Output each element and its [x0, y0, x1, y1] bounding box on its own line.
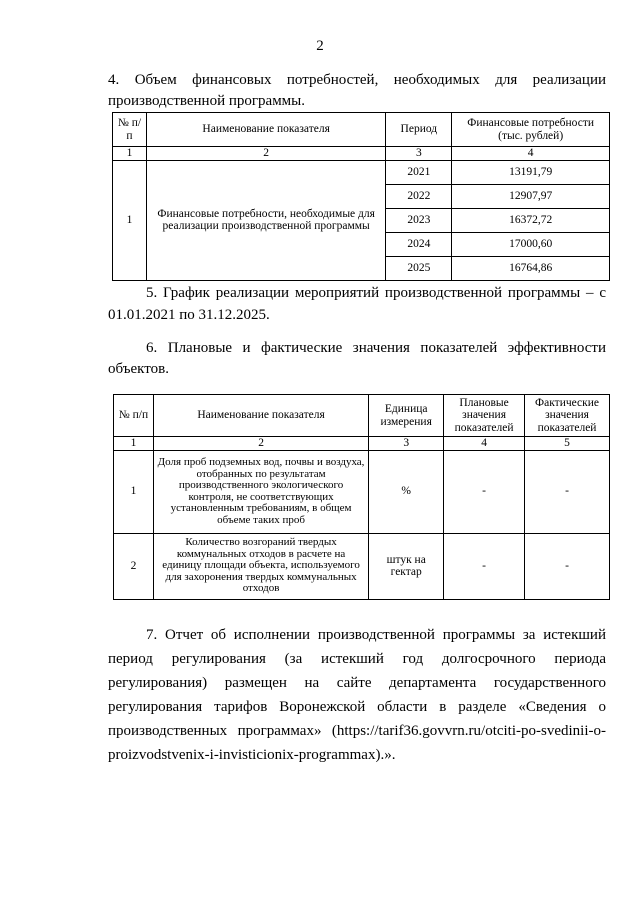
period-cell: 2023: [386, 208, 452, 232]
value-cell: 17000,60: [452, 232, 610, 256]
section-7-line-4: регулирования тарифов Воронежской области в разделе «Сведения о: [108, 699, 606, 715]
financial-needs-table: [112, 112, 610, 281]
section-7-line-5: производственных программах» (https://tarif36.govvrn.ru/otciti-po-svedinii-o-: [108, 723, 606, 739]
header-unit: Единица измерения: [369, 395, 444, 437]
planned-cell: -: [444, 450, 525, 533]
actual-cell: -: [525, 450, 610, 533]
header-num: № п/п: [114, 395, 154, 437]
section-7-url-end: proizvodstvenix-i-invisticionix-programmax).».: [108, 747, 396, 763]
section-7-line-1: 7. Отчет об исполнении производственной программы за истекший: [146, 627, 606, 643]
column-number-row: [114, 437, 610, 451]
col-number: 1: [113, 147, 147, 161]
table-row: [114, 450, 610, 533]
period-cell: 2025: [386, 256, 452, 280]
header-actual: Фактические значения показателей: [525, 395, 610, 437]
planned-cell: -: [444, 533, 525, 599]
unit-cell: %: [369, 450, 444, 533]
period-cell: 2021: [386, 160, 452, 184]
col-number: 3: [386, 147, 452, 161]
header-financial-needs: Финансовые потребности (тыс. рублей): [452, 113, 610, 147]
header-period: Период: [386, 113, 452, 147]
value-cell: 12907,97: [452, 184, 610, 208]
section-7-line-3: регулирования) размещен на сайте департамента государственного: [108, 675, 606, 691]
table-header-row: [113, 113, 610, 147]
period-cell: 2022: [386, 184, 452, 208]
col-number: 1: [114, 437, 154, 451]
value-cell: 16764,86: [452, 256, 610, 280]
actual-cell: -: [525, 533, 610, 599]
efficiency-indicators-table: [113, 394, 610, 600]
header-indicator: Наименование показателя: [146, 113, 385, 147]
section-7-line-2: период регулирования (за истекший год долгосрочного периода: [108, 651, 606, 667]
section-5-line-2: 01.01.2021 по 31.12.2025.: [108, 307, 270, 323]
column-number-row: [113, 147, 610, 161]
col-number: 4: [444, 437, 525, 451]
col-number: 2: [146, 147, 385, 161]
row-number: 1: [113, 160, 147, 280]
indicator-name: Количество возгораний твердых коммунальных отходов в расчете на единицу площади объекта, используемого для захоронения твердых коммунальных отходов: [153, 533, 368, 599]
row-number: 1: [114, 450, 154, 533]
col-number: 4: [452, 147, 610, 161]
section-6-line-2: объектов.: [108, 361, 169, 377]
value-cell: 16372,72: [452, 208, 610, 232]
table-header-row: [114, 395, 610, 437]
page-number: 2: [316, 38, 324, 54]
table-row: [113, 160, 610, 184]
col-number: 2: [153, 437, 368, 451]
header-indicator: Наименование показателя: [153, 395, 368, 437]
section-5-line-1: 5. График реализации мероприятий производственной программы – с: [146, 285, 606, 301]
indicator-name: Финансовые потребности, необходимые для реализации производственной программы: [146, 160, 385, 280]
col-number: 3: [369, 437, 444, 451]
section-4-line-1: 4. Объем финансовых потребностей, необходимых для реализации: [108, 72, 606, 88]
indicator-name: Доля проб подземных вод, почвы и воздуха, отобранных по результатам производственного экологического контроля, не соответствующих установленным требованиям, в общем объеме таких проб: [153, 450, 368, 533]
period-cell: 2024: [386, 232, 452, 256]
value-cell: 13191,79: [452, 160, 610, 184]
unit-cell: штук на гектар: [369, 533, 444, 599]
row-number: 2: [114, 533, 154, 599]
col-number: 5: [525, 437, 610, 451]
section-4-line-2: производственной программы.: [108, 93, 306, 109]
header-num: № п/п: [113, 113, 147, 147]
table-row: [114, 533, 610, 599]
header-planned: Плановые значения показателей: [444, 395, 525, 437]
section-6-line-1: 6. Плановые и фактические значения показателей эффективности: [146, 340, 606, 356]
